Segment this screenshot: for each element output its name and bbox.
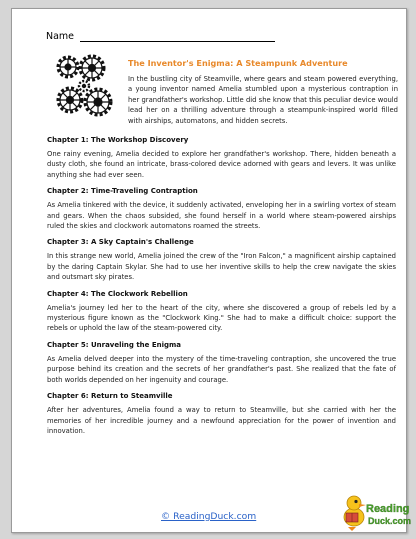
logo-text-bottom: Duck.com [368,516,412,526]
chapter-section [47,392,396,436]
name-row [46,31,275,42]
chapter-text: As Amelia delved deeper into the mystery of the time-traveling contraption, she uncovered the true purpose behind its creation and the secrets of her grandfather's past. She realized that the fate of both worlds depended on her ingenuity and courage. [47,354,396,384]
chapter-section [47,187,396,231]
chapter-section [47,136,396,180]
gears-icon [54,54,122,126]
name-label: Name [46,31,75,42]
chapter-text: Amelia's journey led her to the heart of the city, where she discovered a group of rebels led by a mysterious figure known as the "Clockwork King." She had to make a difficult choice: support the rebels or uphold the law of the steam-powered city. [47,303,396,333]
chapter-list [47,136,396,443]
story-intro: In the bustling city of Steamville, where gears and steam powered everything, a young inventor named Amelia stumbled upon a mysterious contraption in her grandfather's workshop. Little did she know that this peculiar device would lead her on a thrilling adventure through a steampunk-inspired world filled with airships, automatons, and hidden secrets. [128,75,398,125]
chapter-heading: Chapter 3: A Sky Captain's Challenge [47,238,194,247]
readingduck-logo[interactable] [342,487,412,533]
chapter-heading: Chapter 2: Time-Traveling Contraption [47,187,198,196]
chapter-heading: Chapter 5: Unraveling the Enigma [47,340,182,349]
worksheet-page [11,8,412,533]
readingduck-link[interactable]: © ReadingDuck.com [161,511,257,522]
chapter-text: As Amelia tinkered with the device, it suddenly activated, enveloping her in a swirling vortex of steam and gears. When the chaos subsided, she found herself in a world where steam-powered airships ruled the skies and clockwork automatons roamed the streets. [47,201,396,231]
story-title: The Inventor's Enigma: A Steampunk Adventure [128,58,348,68]
chapter-heading: Chapter 4: The Clockwork Rebellion [47,289,188,298]
chapter-heading: Chapter 6: Return to Steamville [47,392,173,401]
chapter-section [47,290,396,334]
chapter-text: One rainy evening, Amelia decided to explore her grandfather's workshop. There, hidden beneath a dusty cloth, she found an intricate, brass-colored device adorned with gears and levers. It was unlike anything she had ever seen. [47,150,396,179]
name-line[interactable] [80,32,275,42]
chapter-section [47,238,396,282]
duck-mascot-icon [344,496,366,531]
chapter-text: In this strange new world, Amelia joined the crew of the "Iron Falcon," a magnificent airship captained by the daring Captain Skylar. She had to use her inventive skills to help the crew navigate the skies and outsmart sky pirates. [47,252,396,282]
chapter-text: After her adventures, Amelia found a way to return to Steamville, but she carried with her the memories of her incredible journey and a newfound appreciation for the power of invention and innovation. [47,406,396,435]
logo-text-top: Reading [366,503,410,515]
chapter-section [47,341,396,385]
chapter-heading: Chapter 1: The Workshop Discovery [47,136,189,144]
